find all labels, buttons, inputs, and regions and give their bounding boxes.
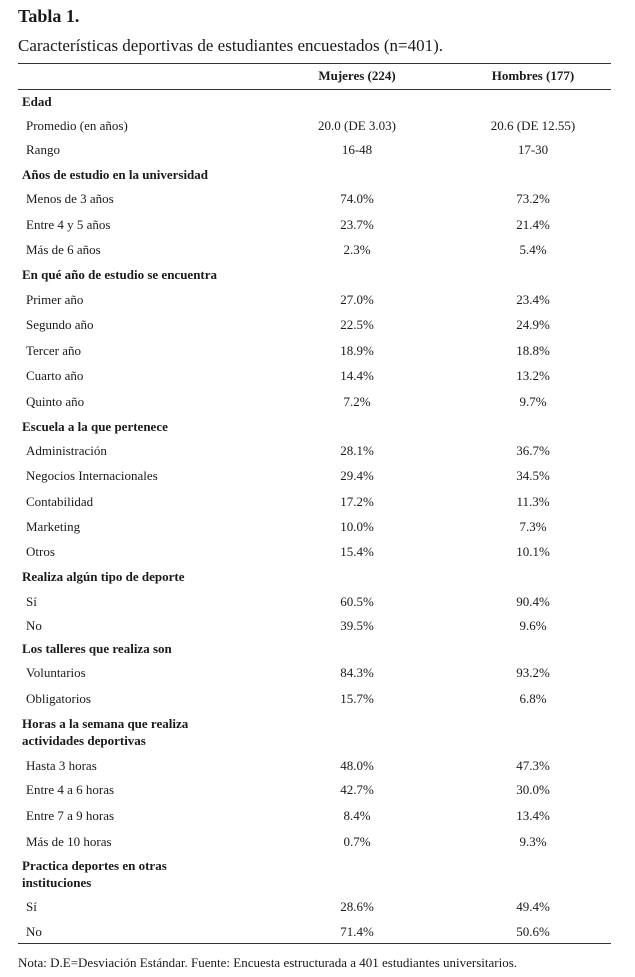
cell-mujeres: 18.9%	[340, 343, 374, 358]
row-label: Promedio (en años)	[26, 118, 128, 133]
cell-hombres: 18.8%	[516, 343, 550, 358]
cell-mujeres: 84.3%	[340, 665, 374, 680]
cell-mujeres: 29.4%	[340, 468, 374, 483]
cell-hombres: 34.5%	[516, 468, 550, 483]
top-rule	[18, 63, 611, 64]
cell-hombres: 9.7%	[519, 394, 547, 409]
cell-hombres: 5.4%	[519, 242, 547, 257]
cell-hombres: 21.4%	[516, 217, 550, 232]
row-label: Entre 4 a 6 horas	[26, 782, 115, 797]
cell-hombres: 6.8%	[519, 691, 547, 706]
cell-mujeres: 22.5%	[340, 317, 374, 332]
row-label: Segundo año	[26, 317, 94, 332]
row-label: Sí	[26, 899, 37, 914]
row-label: Quinto año	[26, 394, 85, 409]
column-header-mujeres: Mujeres (224)	[318, 68, 396, 83]
cell-hombres: 50.6%	[516, 924, 550, 939]
cell-hombres: 93.2%	[516, 665, 550, 680]
row-label: Sí	[26, 594, 37, 609]
row-label: Voluntarios	[26, 665, 86, 680]
row-label: Cuarto año	[26, 368, 84, 383]
section-label: Practica deportes en otras instituciones	[22, 858, 167, 890]
cell-hombres: 11.3%	[516, 494, 550, 509]
cell-hombres: 90.4%	[516, 594, 550, 609]
cell-mujeres: 23.7%	[340, 217, 374, 232]
row-label: Más de 10 horas	[26, 834, 112, 849]
row-label: Contabilidad	[26, 494, 94, 509]
cell-mujeres: 14.4%	[340, 368, 374, 383]
cell-hombres: 73.2%	[516, 191, 550, 206]
cell-mujeres: 28.1%	[340, 443, 374, 458]
cell-mujeres: 7.2%	[343, 394, 371, 409]
table-title: Tabla 1.	[18, 6, 80, 26]
row-label: Marketing	[26, 519, 81, 534]
cell-mujeres: 15.7%	[340, 691, 374, 706]
section-label: En qué año de estudio se encuentra	[22, 267, 218, 282]
cell-hombres: 17-30	[517, 142, 549, 157]
cell-mujeres: 74.0%	[340, 191, 374, 206]
row-label: Menos de 3 años	[26, 191, 114, 206]
header-rule	[18, 89, 611, 90]
cell-mujeres: 15.4%	[340, 544, 374, 559]
section-label: Los talleres que realiza son	[22, 641, 172, 656]
row-label: No	[26, 618, 42, 633]
row-label: Entre 4 y 5 años	[26, 217, 111, 232]
cell-hombres: 13.4%	[516, 808, 550, 823]
cell-mujeres: 48.0%	[340, 758, 374, 773]
cell-mujeres: 60.5%	[340, 594, 374, 609]
section-label: Horas a la semana que realiza actividades deportivas	[22, 716, 189, 748]
section-label: Realiza algún tipo de deporte	[22, 569, 185, 584]
row-label: Entre 7 a 9 horas	[26, 808, 115, 823]
cell-hombres: 36.7%	[516, 443, 550, 458]
column-header-hombres: Hombres (177)	[491, 68, 575, 83]
row-label: No	[26, 924, 42, 939]
cell-mujeres: 16-48	[341, 142, 373, 157]
cell-mujeres: 20.0 (DE 3.03)	[318, 118, 396, 133]
cell-hombres: 9.3%	[519, 834, 547, 849]
cell-mujeres: 71.4%	[340, 924, 374, 939]
row-label: Tercer año	[26, 343, 82, 358]
cell-mujeres: 42.7%	[340, 782, 374, 797]
cell-mujeres: 17.2%	[340, 494, 374, 509]
cell-hombres: 20.6 (DE 12.55)	[490, 118, 576, 133]
cell-mujeres: 27.0%	[340, 292, 374, 307]
cell-hombres: 13.2%	[516, 368, 550, 383]
cell-hombres: 7.3%	[519, 519, 547, 534]
bottom-rule	[18, 943, 611, 944]
row-label: Administración	[26, 443, 107, 458]
row-label: Rango	[26, 142, 60, 157]
cell-hombres: 23.4%	[516, 292, 550, 307]
section-label: Edad	[22, 94, 52, 109]
row-label: Obligatorios	[26, 691, 91, 706]
section-label: Años de estudio en la universidad	[22, 167, 209, 182]
row-label: Negocios Internacionales	[26, 468, 158, 483]
cell-hombres: 47.3%	[516, 758, 550, 773]
cell-hombres: 10.1%	[516, 544, 550, 559]
row-label: Hasta 3 horas	[26, 758, 97, 773]
cell-mujeres: 39.5%	[340, 618, 374, 633]
table-note: Nota: D.E=Desviación Estándar. Fuente: Encuesta estructurada a 401 estudiantes universitarios.	[18, 955, 518, 970]
cell-mujeres: 28.6%	[340, 899, 374, 914]
row-label: Otros	[26, 544, 55, 559]
section-label: Escuela a la que pertenece	[22, 419, 168, 434]
table-caption: Características deportivas de estudiantes encuestados (n=401).	[18, 36, 443, 55]
row-label: Primer año	[26, 292, 84, 307]
cell-mujeres: 10.0%	[340, 519, 374, 534]
cell-hombres: 9.6%	[519, 618, 547, 633]
cell-mujeres: 2.3%	[343, 242, 371, 257]
cell-mujeres: 8.4%	[343, 808, 371, 823]
row-label: Más de 6 años	[26, 242, 101, 257]
cell-mujeres: 0.7%	[343, 834, 371, 849]
cell-hombres: 24.9%	[516, 317, 550, 332]
cell-hombres: 49.4%	[516, 899, 550, 914]
cell-hombres: 30.0%	[516, 782, 550, 797]
